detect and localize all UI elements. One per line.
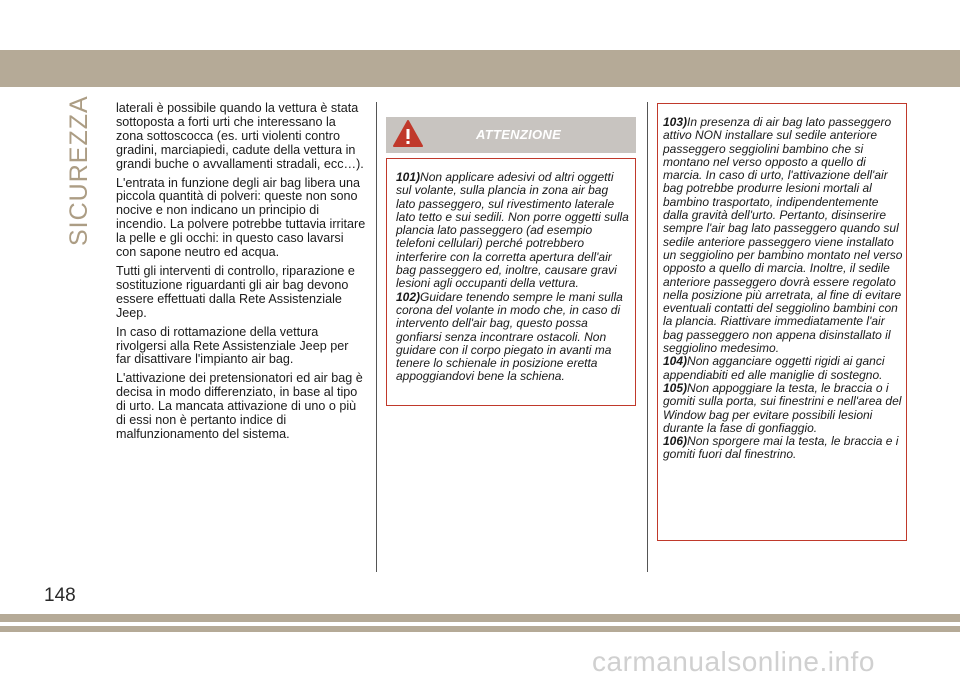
warning-item-text: Guidare tenendo sempre le mani sulla corona del volante in modo che, in caso di intervento dell'air bag, questo possa gonfiarsi senza incontrare ostacoli. Non guidare con il corpo piegato in avanti ma tenere lo schienale in posizione eretta appoggiandovi bene la schiena. [396, 289, 623, 384]
warning-item [396, 171, 629, 291]
warning-item-number: 104) [663, 354, 688, 369]
warning-box [386, 158, 636, 406]
warning-item-text: In presenza di air bag lato passeggero attivo NON installare sul sedile anteriore passeggero seggiolini bambino che si montano nel verso opposto a quello di marcia. In caso di urto, l'attivazione dell'air bag potrebbe produrre lesioni mortali al bambino trasportato, indipendentemente dalla gravità dell'urto. Pertanto, disinserire sempre l'air bag lato passeggero quando sul sedile anteriore passeggero viene installato un seggiolino per bambino montato nel verso opposto a quello di marcia. Inoltre, il sedile anteriore passeggero dovrà essere regolato nella posizione più arretrata, al fine di evitare eventuali contatti del seggiolino bambini con la plancia. Riattivare immediatamente l'air bag passeggero non appena disinstallato il seggiolino medesimo. [663, 115, 903, 356]
warning-item [396, 291, 629, 384]
warning-item-number: 106) [663, 434, 688, 449]
column-divider [647, 102, 648, 572]
warning-item [663, 116, 903, 355]
warning-item [663, 435, 903, 462]
header-band [0, 50, 960, 87]
footer-band [0, 614, 960, 622]
warning-header [386, 117, 636, 153]
paragraph: L'attivazione dei pretensionatori ed air bag è decisa in modo differenziato, in base al tipo di urto. La mancata attivazione di uno o più di essi non è pertanto indice di malfunzionamento del sistema. [116, 371, 363, 441]
warning-item-number: 102) [396, 289, 421, 304]
paragraph: L'entrata in funzione degli air bag libera una piccola quantità di polveri: queste non sono nocive e non indicano un principio di incendio. La polvere potrebbe tuttavia irritare la pelle e gli occhi: in questo caso lavarsi con sapone neutro ed acqua. [116, 175, 366, 260]
warning-item-number: 103) [663, 115, 688, 129]
paragraph: In caso di rottamazione della vettura rivolgersi alla Rete Assistenziale Jeep per far disattivare l'impianto air bag. [116, 324, 349, 367]
warning-title: ATTENZIONE [476, 127, 562, 142]
warning-item [663, 382, 903, 435]
paragraph: Tutti gli interventi di controllo, riparazione e sostituzione riguardanti gli air bag devono essere effettuati dalla Rete Assistenziale Jeep. [116, 263, 355, 320]
warning-triangle-icon [392, 119, 424, 149]
page-number: 148 [44, 585, 76, 606]
warning-item-text: Non applicare adesivi od altri oggetti sul volante, sulla plancia in zona air bag lato passeggero, sul rivestimento laterale lato tetto e sui sedili. Non porre oggetti sulla plancia lato passeggero (ad esempio telefoni cellulari) perché potrebbero interferire con la corretta apertura dell'air bag passeggero ed, inoltre, causare gravi lesioni agli occupanti della vettura. [396, 170, 629, 291]
warning-box-continued [657, 103, 907, 541]
paragraph: laterali è possibile quando la vettura è stata sottoposta a forti urti che interessano la zona sottoscocca (es. urti violenti contro gradini, marciapiedi, cadute della vettura in grandi buche o avvallamenti stradali, ecc…). [116, 101, 364, 171]
body-column-left [116, 102, 366, 447]
warning-item-text: Non appoggiare la testa, le braccia o i gomiti sulla porta, sui finestrini e nell'area del Window bag per evitare possibili lesioni durante la fase di gonfiaggio. [663, 380, 902, 435]
section-title: SICUREZZA [65, 95, 93, 246]
warning-item-text: Non agganciare oggetti rigidi ai ganci appendiabiti ed alle maniglie di sostegno. [663, 354, 885, 382]
warning-item-number: 105) [663, 380, 688, 395]
warning-item-number: 101) [396, 170, 421, 184]
warning-item-text: Non sporgere mai la testa, le braccia e i gomiti fuori dal finestrino. [663, 434, 899, 462]
warning-item [663, 355, 903, 382]
watermark: carmanualsonline.info [592, 646, 875, 677]
column-divider [376, 102, 377, 572]
footer-band [0, 626, 960, 632]
